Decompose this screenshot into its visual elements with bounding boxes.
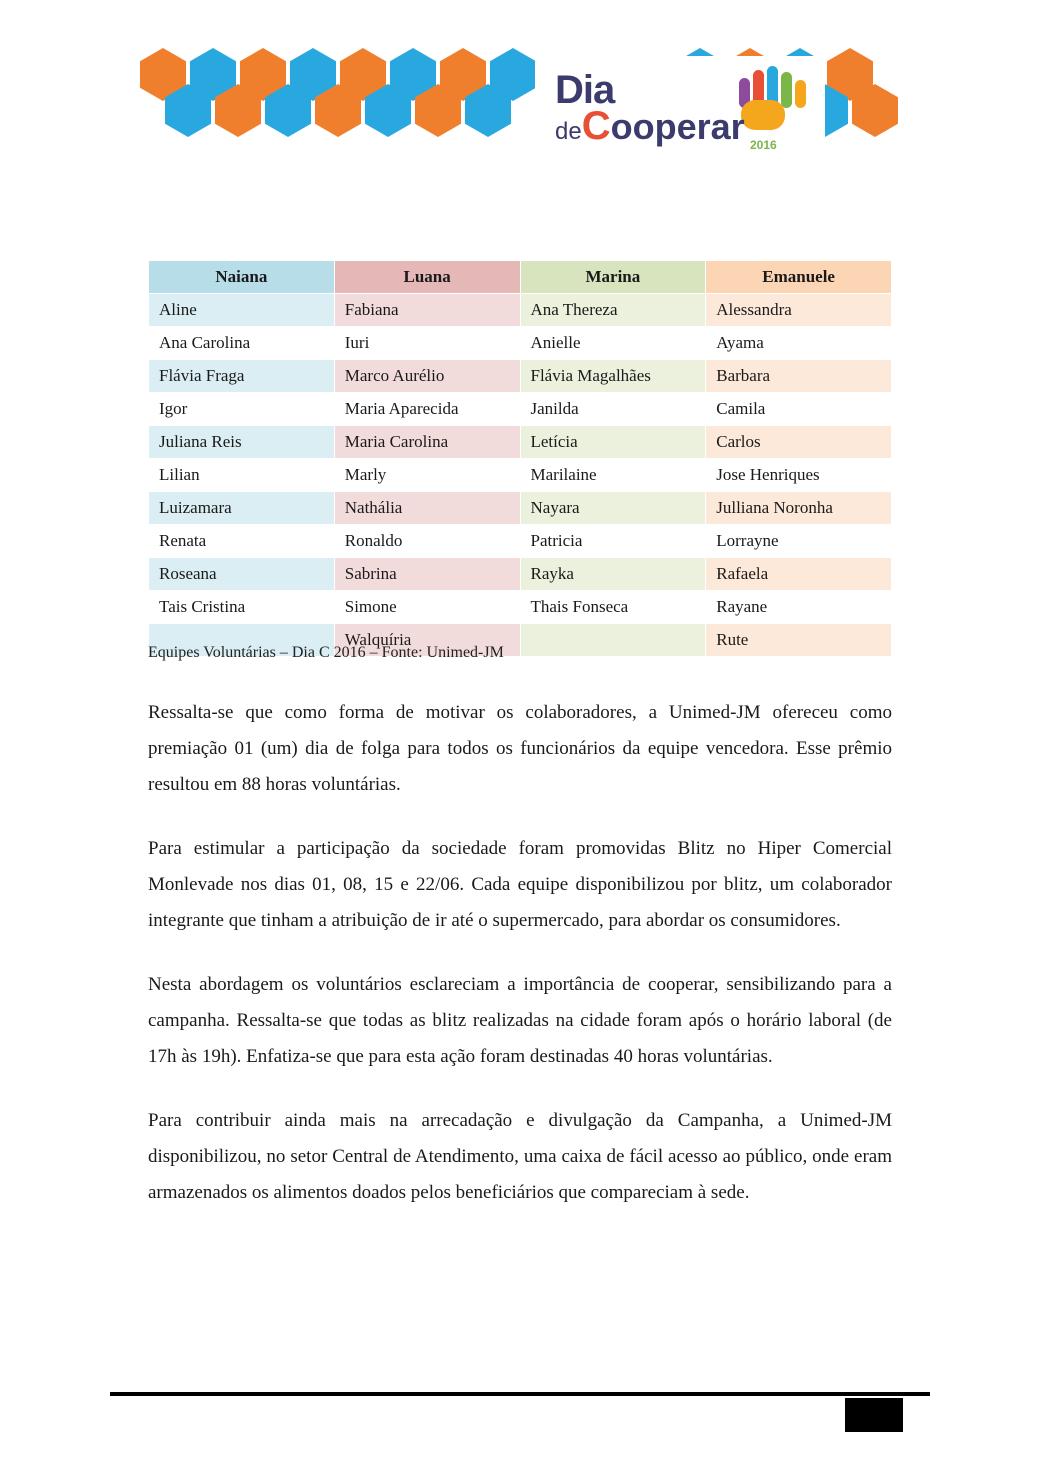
teams-table-container [148, 203, 892, 657]
paragraph-3: Nesta abordagem os voluntários esclareciam a importância de cooperar, sensibilizando para a campanha. Ressalta-se que todas as blitz realizadas na cidade foram após o horário laboral (de 17h às 19h). Enfatiza-se que para esta ação foram destinadas 40 horas voluntárias. [148, 974, 892, 1067]
member-cell: Walquíria [334, 624, 520, 657]
member-cell: Marly [334, 459, 520, 492]
logo-line-dia: Dia [555, 68, 615, 112]
member-cell: Thais Fonseca [520, 591, 706, 624]
member-cell: Iuri [334, 327, 520, 360]
member-cell [520, 624, 706, 657]
paragraph-2: Para estimular a participação da sociedade foram promovidas Blitz no Hiper Comercial Monlevade nos dias 01, 08, 15 e 22/06. Cada equipe disponibilizou por blitz, um colaborador integrante que tinham a atribuição de ir até o supermercado, para abordar os consumidores. [148, 838, 892, 931]
header-logo [140, 48, 900, 153]
member-cell: Rafaela [706, 558, 892, 591]
teams-table [148, 203, 892, 657]
team-leader-cell: Naiana [149, 261, 335, 294]
table-leader-row [149, 261, 892, 294]
table-header-cell-doacao-coracao: Doação de Coração [520, 204, 706, 261]
body-text [148, 695, 892, 1239]
member-cell: Juliana Reis [149, 426, 335, 459]
paragraph-4: Para contribuir ainda mais na arrecadação e divulgação da Campanha, a Unimed-JM disponibilizou, no setor Central de Atendimento, uma caixa de fácil acesso ao público, onde eram armazenados os alimentos doados pelos beneficiários que compareciam à sede. [148, 1110, 892, 1203]
member-cell: Roseana [149, 558, 335, 591]
hexagon-icon [465, 84, 511, 137]
table-header-cell-acalanto: Acalanto [149, 204, 335, 261]
member-cell: Camila [706, 393, 892, 426]
member-cell: Ana Thereza [520, 294, 706, 327]
table-row [149, 558, 892, 591]
member-cell: Ayama [706, 327, 892, 360]
member-cell: Janilda [520, 393, 706, 426]
member-cell: Julliana Noronha [706, 492, 892, 525]
hexagon-icon [365, 84, 411, 137]
member-cell: Sabrina [334, 558, 520, 591]
table-row [149, 525, 892, 558]
table-row [149, 591, 892, 624]
member-cell: Lorrayne [706, 525, 892, 558]
logo-ooperar-text: ooperar [610, 106, 745, 147]
table-row [149, 327, 892, 360]
member-cell: Nayara [520, 492, 706, 525]
member-cell: Patricia [520, 525, 706, 558]
hexagon-icon [415, 84, 461, 137]
member-cell: Tais Cristina [149, 591, 335, 624]
member-cell: Marco Aurélio [334, 360, 520, 393]
paragraph-1: Ressalta-se que como forma de motivar os colaboradores, a Unimed-JM ofereceu como premiação 01 (um) dia de folga para todos os funcionários da equipe vencedora. Esse prêmio resultou em 88 horas voluntárias. [148, 702, 892, 795]
team-leader-cell: Marina [520, 261, 706, 294]
table-row [149, 426, 892, 459]
member-cell: Lilian [149, 459, 335, 492]
member-cell: Renata [149, 525, 335, 558]
table-row [149, 459, 892, 492]
table-row [149, 393, 892, 426]
footer-divider [110, 1392, 930, 1396]
hexagon-icon [165, 84, 211, 137]
member-cell: Flávia Fraga [149, 360, 335, 393]
member-cell: Marilaine [520, 459, 706, 492]
table-caption: Equipes Voluntárias – Dia C 2016 – Fonte: Unimed-JM [148, 644, 504, 661]
hexagon-icon [852, 84, 898, 137]
table-row [149, 360, 892, 393]
logo-wordmark [535, 56, 825, 151]
table-header [149, 204, 892, 294]
member-cell: Aline [149, 294, 335, 327]
member-cell: Jose Henriques [706, 459, 892, 492]
member-cell: Letícia [520, 426, 706, 459]
member-cell: Rayane [706, 591, 892, 624]
member-cell: Alessandra [706, 294, 892, 327]
table-body [149, 294, 892, 657]
member-cell: Carlos [706, 426, 892, 459]
logo-c-letter: C [581, 104, 611, 148]
member-cell: Barbara [706, 360, 892, 393]
table-header-row [149, 204, 892, 261]
logo-de-text: de [555, 118, 582, 145]
table-row [149, 492, 892, 525]
hexagon-icon [315, 84, 361, 137]
member-cell: Anielle [520, 327, 706, 360]
member-cell: Luizamara [149, 492, 335, 525]
member-cell: Maria Carolina [334, 426, 520, 459]
member-cell: Rayka [520, 558, 706, 591]
member-cell: Maria Aparecida [334, 393, 520, 426]
member-cell: Simone [334, 591, 520, 624]
member-cell: Ronaldo [334, 525, 520, 558]
table-row [149, 294, 892, 327]
member-cell: Rute [706, 624, 892, 657]
member-cell: Igor [149, 393, 335, 426]
logo-year: 2016 [750, 138, 777, 152]
member-cell: Flávia Magalhães [520, 360, 706, 393]
table-header-cell-cooperacao-acao: Cooperação e Ação [334, 204, 520, 261]
hexagon-icon [215, 84, 261, 137]
table-header-cell-juntos-somos-mais: Juntos Somos Mais [706, 204, 892, 261]
member-cell: Ana Carolina [149, 327, 335, 360]
logo-line-cooperar [555, 104, 745, 149]
hex-row-bottom-left [165, 84, 515, 137]
member-cell: Fabiana [334, 294, 520, 327]
team-leader-cell: Luana [334, 261, 520, 294]
footer-page-marker [845, 1398, 903, 1432]
hexagon-icon [265, 84, 311, 137]
member-cell: Nathália [334, 492, 520, 525]
team-leader-cell: Emanuele [706, 261, 892, 294]
